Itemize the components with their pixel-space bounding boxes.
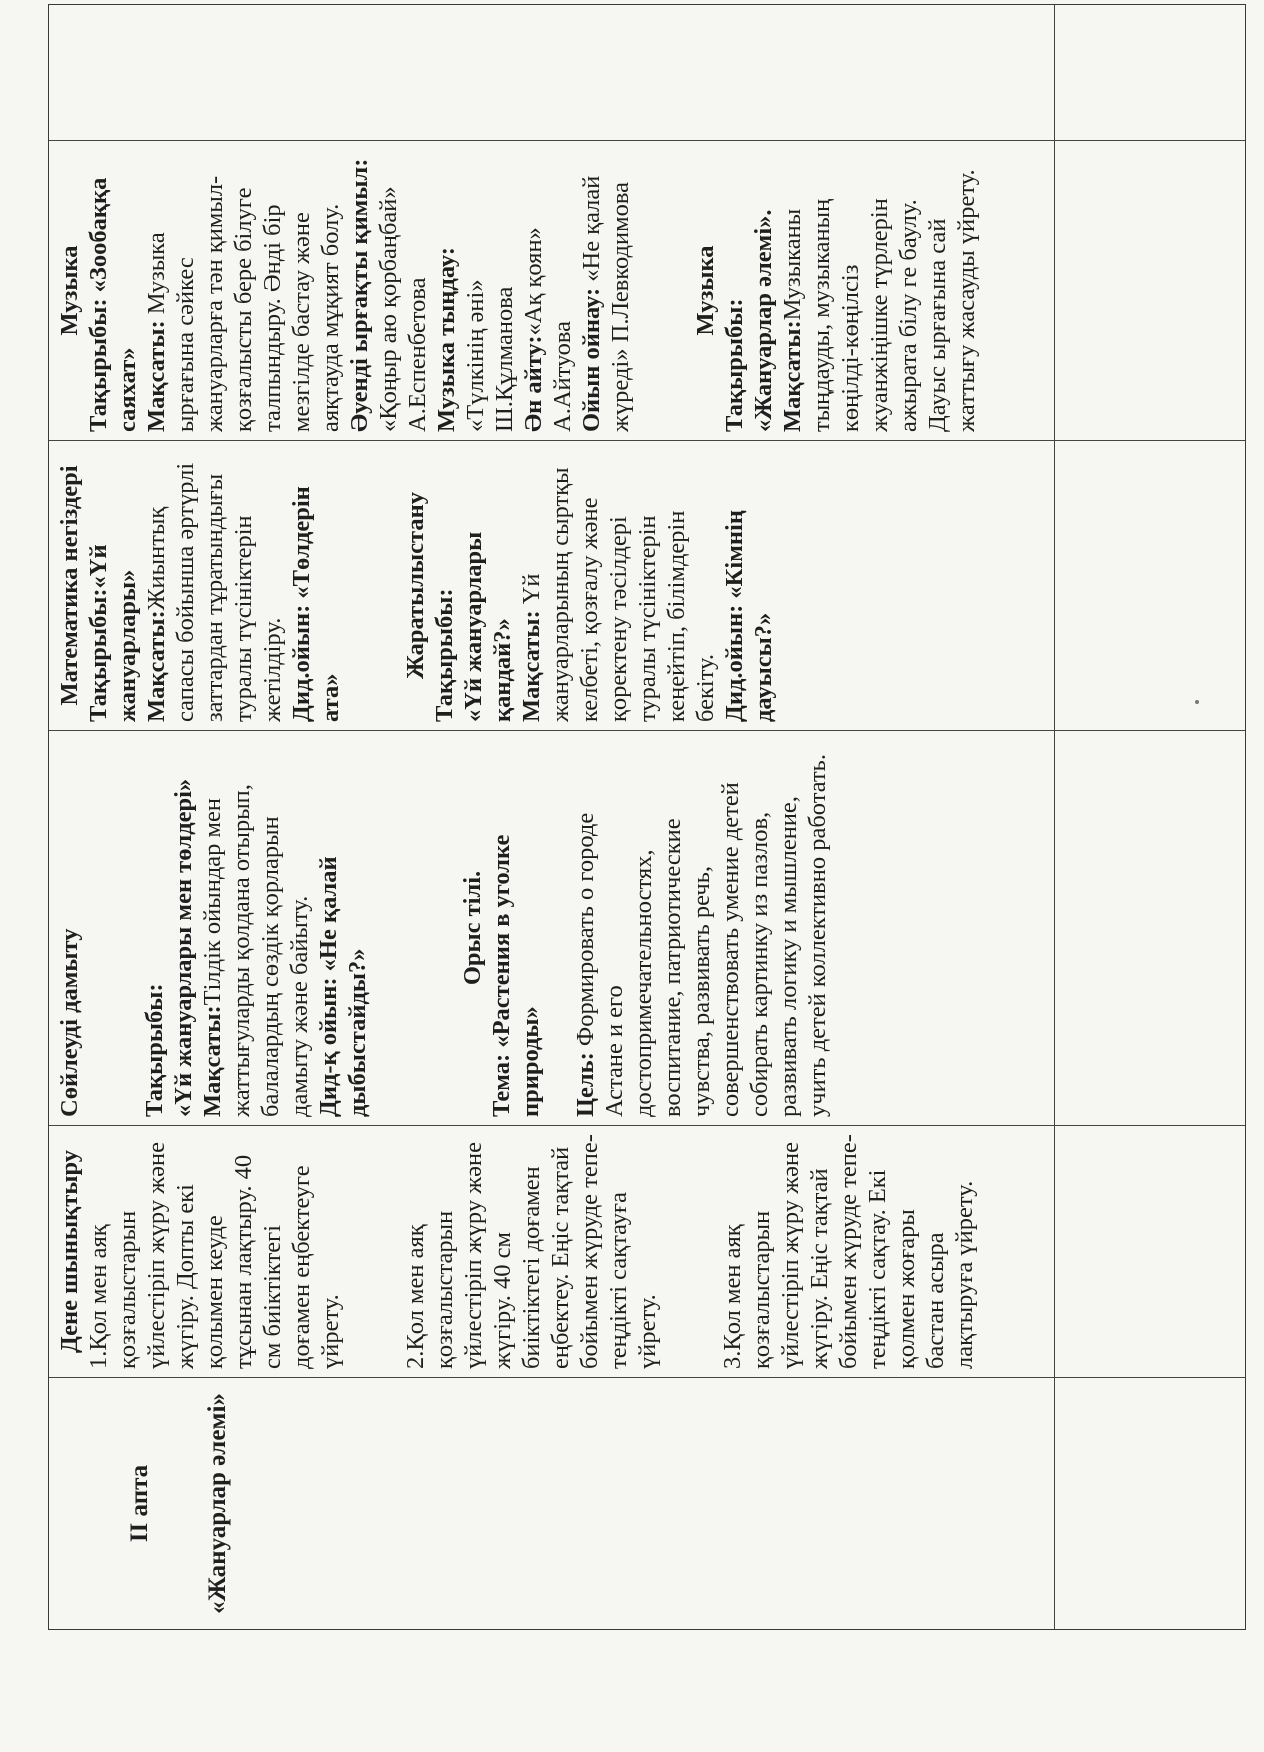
nature-header: Жаратылыстану	[402, 492, 429, 679]
math-topic: «Үй жануарлары»	[85, 544, 141, 722]
music-rhythm-label: Әуенді ырғақты қимыл:	[346, 158, 373, 432]
nature-goal-label: Мақсаты:	[518, 610, 545, 722]
music-listen-label: Музыка тыңдау:	[433, 247, 460, 432]
music-topic2-label: Тақырыбы:	[721, 298, 748, 432]
math-game-label: Дид.ойын:	[288, 604, 315, 722]
music-goal: Музыка ырғағына сәйкес жануарларға тән қимыл-қозғалысты бере білуге талпындыру. Әнді бір мезгілде бастау және аяқтауда мұқият болу.	[143, 175, 344, 432]
russian-goal: Формировать о городе Астане и его достопримечательностях, воспитание, патриотические чувства, развивать речь, совершенствовать умение детей собирать картинку из пазлов, развивать логику и мышление, учить детей коллективно работать.	[572, 754, 831, 1117]
math-game: «Төлдерін ата»	[288, 486, 344, 722]
music-play-label: Ойын ойнау:	[578, 287, 605, 432]
speech-cell	[49, 730, 1054, 1125]
speech-goal-label: Мақсаты:	[199, 1005, 226, 1117]
speech-header: Сөйлеуді дамыту	[56, 928, 83, 1117]
music-goal-label: Мақсаты:	[143, 320, 170, 432]
speech-game: «Не қалай дыбыстайды?»	[315, 856, 371, 1117]
blank-row-cell-3	[1055, 730, 1245, 1125]
body-item-3: 3.Қол мен аяқ қозғалыстарын үйлестіріп жүру және жүгіру. Еңіс тақтай бойымен жүруде тепе-теңдікті сақтау. Екі қолмен жоғары бастан асыра лақтыруға үйрету.	[719, 1134, 978, 1369]
speech-topic-label: Тақырыбы:	[141, 983, 168, 1117]
blank-row-cell-5	[1055, 140, 1245, 440]
week-cell	[49, 1377, 1054, 1629]
music-rhythm: «Қоңыр аю қорбаңбай» А.Еспенбетова	[375, 186, 431, 432]
music-sing: «Ақ қоян» А.Айтуова	[520, 227, 576, 432]
math-topic-label: Тақырыбы:	[85, 588, 112, 722]
blank-cell	[49, 5, 1054, 140]
nature-topic-label: Тақырыбы:	[431, 588, 458, 722]
nature-game: «Кімнің дауысы?»	[721, 510, 777, 722]
week-theme: «Жануарлар әлемі»	[204, 1393, 231, 1614]
plan-row	[49, 5, 1055, 1629]
math-header: Математика негіздері	[56, 465, 83, 706]
nature-game-label: Дид.ойын:	[721, 604, 748, 722]
body-item-1: 1.Қол мен аяқ қозғалыстарын үйлестіріп жүру және жүгіру. Допты екі қолымен кеуде тұсынан лақтыру. 40 см биіктіктегі доғамен еңбектеуге үйрету.	[85, 1141, 344, 1369]
russian-goal-label: Цель:	[572, 1052, 599, 1117]
nature-topic: «Үй жануарлары қандай?»	[460, 531, 516, 722]
math-goal-label: Мақсаты:	[143, 610, 170, 722]
nature-goal: Үй жануарларының сыртқы келбеті, қозғалу және қоректену тәсілдері туралы түсініктерін кеңейтіп, білімдерін бекіту.	[518, 467, 719, 722]
music-topic: «Зообаққа саяхат»	[85, 177, 141, 432]
music-goal2-label: Мақсаты:	[779, 320, 806, 432]
russian-header: Орыс тілі.	[459, 870, 486, 986]
body-header: Дене шынықтыру	[56, 1149, 83, 1354]
blank-row-cell-4	[1055, 440, 1245, 730]
blank-row-cell-1	[1055, 1377, 1245, 1629]
blank-row-cell-2	[1055, 1125, 1245, 1377]
speech-goal: Тілдік ойындар мен жаттығуларды қолдана отырып, балалардың сөздік қорларын дамыту және байыту.	[199, 784, 313, 1117]
math-cell	[49, 440, 1054, 730]
music-goal2: Музыканы тыңдауды, музыканың көңілді-көңілсіз жуанжіңішке түрлерін ажырата білу ге баулу. Дауыс ырғағына сай жаттығу жасауды үйрету.	[779, 169, 980, 432]
music-header-2: Музыка	[692, 245, 719, 336]
body-development-cell	[49, 1125, 1054, 1377]
music-topic2: «Жануарлар әлемі».	[750, 209, 777, 432]
music-play: «Не қалай жүреді» П.Левкодимова	[578, 175, 634, 432]
math-goal: Жиынтық сапасы бойынша әртүрлі заттардан тұратындығы туралы түсініктерін жетілдіру.	[143, 462, 286, 722]
speech-game-label: Дид-қ ойын:	[315, 977, 342, 1117]
russian-topic: «Растения в уголке природы»	[488, 834, 544, 1117]
music-header: Музыка	[56, 245, 83, 336]
music-listen: «Түлкінің әні» Ш.Құлманова	[462, 279, 518, 432]
week-label: II апта	[126, 1464, 153, 1543]
music-cell	[49, 140, 1054, 440]
speech-topic: «Үй жануарлары мен төлдері»	[170, 778, 197, 1117]
blank-row-cell-6	[1055, 5, 1245, 140]
music-sing-label: Ән айту:	[520, 335, 547, 432]
music-topic-label: Тақырыбы:	[85, 298, 112, 432]
russian-topic-label: Тема:	[488, 1053, 515, 1117]
plan-table	[48, 4, 1246, 1630]
scan-speck	[1195, 700, 1199, 704]
body-item-2: 2.Қол мен аяқ қозғалыстарын үйлестіріп жүру және жүгіру. 40 см биіктіктегі доғамен еңбектеу. Еңіс тақтай бойымен жүруде тепе-теңдікті сақтауға үйрету.	[402, 1134, 661, 1369]
blank-row	[1055, 5, 1245, 1629]
